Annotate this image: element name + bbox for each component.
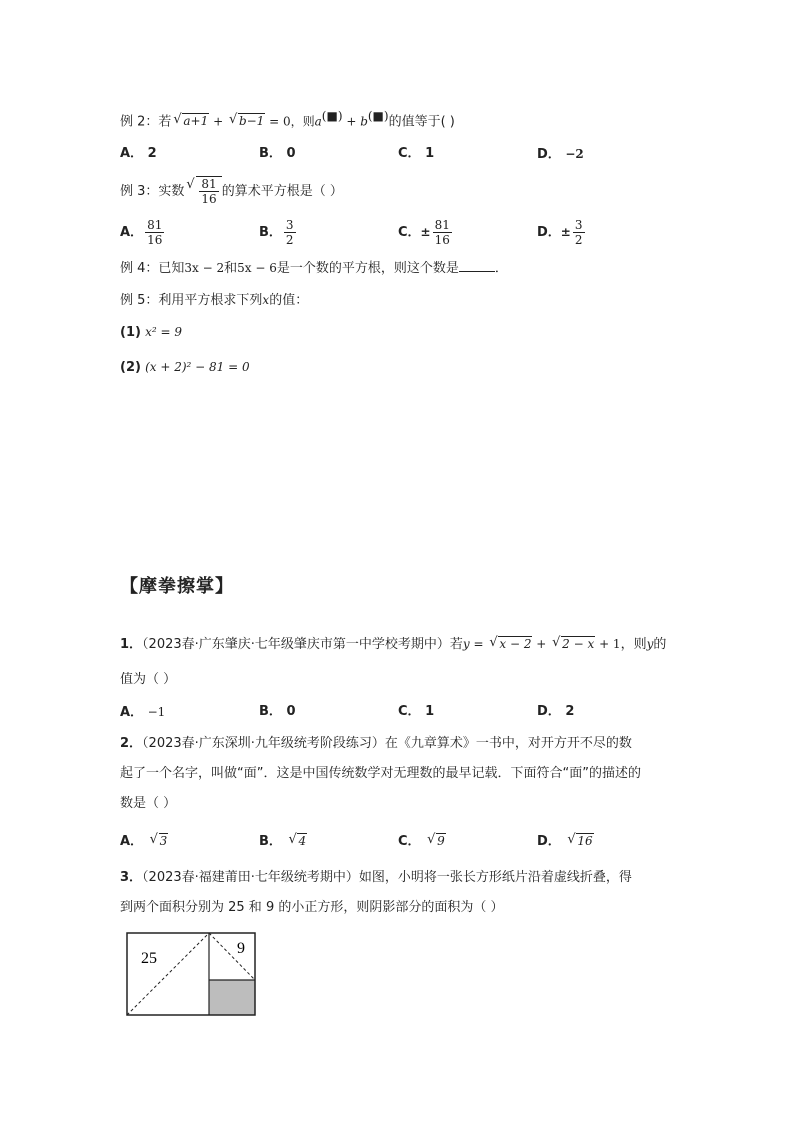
q1-option-b: B． 0 <box>259 704 296 719</box>
example-4-question: 例 4：已知3x − 2和5x − 6是一个数的平方根，则这个数是 ． <box>120 261 508 276</box>
ex2-option-a: A． 2 <box>120 146 157 161</box>
ex5-item-2: (2) (x + 2)² − 81 = 0 <box>120 360 250 375</box>
question-1-line-1: 1．（2023春·广东肇庆·七年级肇庆市第一中学校考期中）若y = √ x − 2 + √ 2 − x + 1，则y的 <box>120 634 666 655</box>
q2-option-a: A． √ 3 <box>120 831 168 852</box>
ex5-item-1: (1) x² = 9 <box>120 325 182 340</box>
question-2-line-3: 数是（ ） <box>120 796 177 811</box>
fold-line-small <box>209 933 255 980</box>
ex3-option-d: D．± $\frac{3}{2}$ <box>537 218 583 247</box>
q2-option-d: D． √ 16 <box>537 831 594 852</box>
q2-option-c: C． √ 9 <box>398 831 446 852</box>
question-1-line-2: 值为（ ） <box>120 672 177 687</box>
question-3-line-2: 到两个面积分别为 25 和 9 的小正方形，则阴影部分的面积为（ ） <box>120 900 504 915</box>
question-2-line-2: 起了一个名字，叫做“面”．这是中国传统数学对无理数的最早记载．下面符合“面”的描述的 <box>120 766 641 781</box>
radical-a-plus-1: √ a+1 <box>173 111 209 131</box>
shaded-region <box>209 980 255 1015</box>
q2-option-b: B． √ 4 <box>259 831 307 852</box>
ex3-option-b: B． $\frac{3}{2}$ <box>259 218 294 247</box>
radical-2-minus-x: √ 2 − x <box>552 634 595 654</box>
ex3-option-c: C．± $\frac{81}{16}$ <box>398 218 450 247</box>
label-25: 25 <box>141 950 157 967</box>
example-3-question: 例 3：实数 √ $\frac{81}{16}$ 的算术平方根是（ ） <box>120 176 343 206</box>
example-2-question: 例 2：若√ a+1 + √ b−1 = 0，则a(■) + b(■)的值等于( ) <box>120 106 455 132</box>
ex2-option-d: D． −2 <box>537 147 584 162</box>
q1-option-c: C． 1 <box>398 704 435 719</box>
fold-line-big <box>127 933 209 1015</box>
radical-fraction: √ $\frac{81}{16}$ <box>186 176 221 206</box>
ex2-option-b: B． 0 <box>259 146 296 161</box>
radical-x-minus-2: √ x − 2 <box>489 634 532 654</box>
ex2-option-c: C． 1 <box>398 146 435 161</box>
label-9: 9 <box>237 940 245 957</box>
section-title: 【摩拳擦掌】 <box>120 576 234 597</box>
ex3-option-a: A． $\frac{81}{16}$ <box>120 218 163 247</box>
question-3-line-1: 3．（2023春·福建莆田·七年级统考期中）如图，小明将一张长方形纸片沿着虚线折叠，得 <box>120 870 632 885</box>
q1-option-d: D． 2 <box>537 704 575 719</box>
q1-option-a: A． −1 <box>120 705 166 720</box>
answer-blank <box>459 259 495 272</box>
question-2-line-1: 2．（2023春·广东深圳·九年级统考阶段练习）在《九章算术》一书中，对开方开不尽的数 <box>120 736 632 751</box>
radical-b-minus-1: √ b−1 <box>229 111 265 131</box>
example-5-question: 例 5：利用平方根求下列x的值： <box>120 293 309 308</box>
folded-paper-figure <box>125 931 261 1019</box>
